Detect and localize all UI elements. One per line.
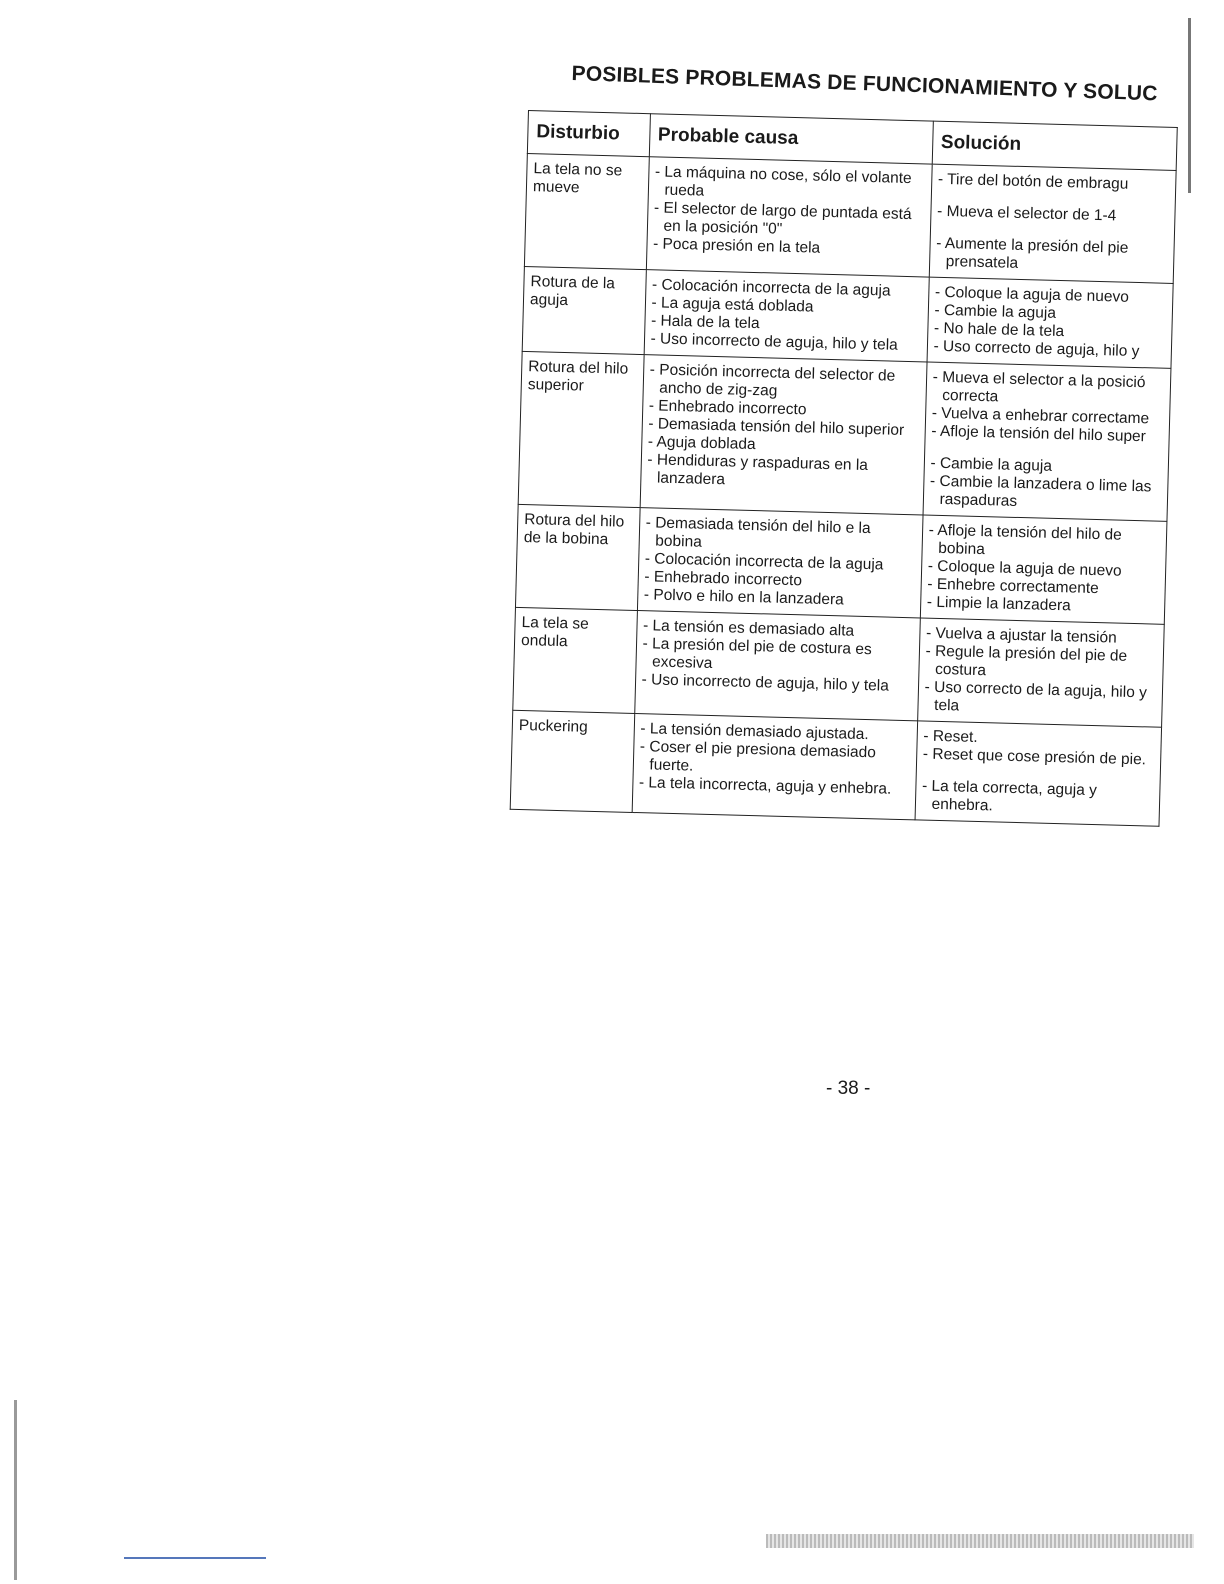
header-causa: Probable causa	[649, 114, 933, 164]
page-title: POSIBLES PROBLEMAS DE FUNCIONAMIENTO Y SOLUC	[571, 62, 1159, 106]
causa-item: - Enhebrado incorrecto	[648, 397, 807, 419]
header-disturbio: Disturbio	[527, 111, 650, 157]
solucion-item: - Vuelva a enhebrar correctame	[931, 404, 1150, 428]
causa-cell	[637, 508, 923, 618]
troubleshooting-table-wrapper	[510, 110, 1178, 827]
causa-item: - Uso incorrecto de aguja, hilo y tela	[650, 330, 899, 354]
solucion-item: - Cambie la lanzadera o lime las raspaduras	[929, 472, 1152, 510]
solucion-item: - Afloje la tensión del hilo super	[931, 422, 1147, 446]
causa-item: - Polvo e hilo en la lanzadera	[643, 586, 844, 609]
causa-item: - Coser el pie presiona demasiado fuerte.	[639, 738, 877, 775]
table-row	[518, 351, 1171, 521]
causa-item: - El selector de largo de puntada está en la posición "0"	[653, 199, 912, 238]
causa-item: - Enhebrado incorrecto	[644, 568, 803, 590]
solucion-item: - Coloque la aguja de nuevo	[934, 283, 1130, 306]
solucion-item: - Mueva el selector de 1-4	[936, 202, 1117, 225]
causa-item: - Hendiduras y raspaduras en la lanzadera	[647, 451, 869, 489]
footer-scan-band	[766, 1534, 1194, 1548]
disturbio-cell: La tela se ondula	[513, 607, 637, 713]
solucion-item: - Coloque la aguja de nuevo	[927, 557, 1122, 580]
causa-item: - La tensión es demasiado alta	[642, 617, 855, 640]
footer-rule-blue	[124, 1557, 266, 1559]
solucion-item: - Uso correcto de la aguja, hilo y tela	[924, 678, 1148, 715]
solucion-item: - Uso correcto de aguja, hilo y	[933, 337, 1140, 361]
solucion-cell	[920, 515, 1167, 624]
disturbio-cell: Puckering	[510, 710, 634, 812]
solucion-cell	[923, 362, 1171, 521]
causa-cell	[640, 355, 927, 515]
table-row	[513, 607, 1164, 727]
solucion-cell	[917, 618, 1164, 727]
causa-item: - Aguja doblada	[647, 433, 756, 454]
solucion-item: - Cambie la aguja	[934, 301, 1057, 322]
solucion-item: - Limpie la lanzadera	[926, 593, 1071, 615]
page-edge-shadow-left	[14, 1400, 17, 1580]
causa-cell	[632, 713, 918, 819]
causa-item: - La aguja está doblada	[651, 294, 814, 316]
causa-item: - La tela incorrecta, aguja y enhebra.	[638, 774, 892, 798]
solucion-item: - Afloje la tensión del hilo de bobina	[928, 521, 1122, 559]
causa-cell	[646, 157, 932, 277]
page-number: - 38 -	[826, 1078, 871, 1099]
causa-item: - Hala de la tela	[650, 312, 760, 333]
causa-cell	[644, 270, 929, 362]
solucion-item: - Enhebre correctamente	[927, 575, 1099, 598]
solucion-cell	[927, 277, 1174, 368]
disturbio-cell: Rotura de la aguja	[522, 266, 646, 354]
disturbio-cell: Rotura del hilo de la bobina	[515, 504, 639, 610]
solucion-item: - Regule la presión del pie de costura	[925, 642, 1128, 680]
solucion-item: - Tire del botón de embragu	[937, 170, 1129, 193]
table-row	[524, 153, 1176, 283]
solucion-item: - Reset.	[923, 727, 978, 746]
causa-item: - La máquina no cose, sólo el volante rueda	[654, 163, 912, 200]
table-row	[510, 710, 1161, 826]
solucion-item: - La tela correcta, aguja y enhebra.	[921, 777, 1098, 815]
causa-item: - Colocación incorrecta de la aguja	[644, 550, 884, 574]
disturbio-cell: La tela no se mueve	[524, 153, 648, 269]
solucion-cell	[929, 164, 1176, 283]
header-solucion: Solución	[932, 121, 1177, 170]
troubleshooting-table	[510, 110, 1178, 827]
solucion-item: - Cambie la aguja	[930, 454, 1053, 475]
solucion-item: - Aumente la presión del pie prensatela	[936, 234, 1129, 272]
page-edge-shadow-right	[1188, 18, 1191, 193]
causa-item: - Colocación incorrecta de la aguja	[651, 276, 891, 300]
disturbio-cell: Rotura del hilo superior	[518, 351, 643, 507]
causa-item: - La tensión demasiado ajustada.	[640, 720, 869, 744]
causa-item: - La presión del pie de costura es excesiva	[642, 635, 872, 673]
causa-item: - Posición incorrecta del selector de ancho de zig-zag	[649, 361, 896, 400]
causa-item: - Demasiada tensión del hilo superior	[648, 415, 905, 439]
causa-item: - Poca presión en la tela	[652, 235, 821, 257]
solucion-item: - Reset que cose presión de pie.	[922, 745, 1147, 769]
solucion-item: - Mueva el selector a la posició correcta	[932, 368, 1146, 406]
table-row	[515, 504, 1166, 624]
solucion-cell	[915, 721, 1162, 826]
causa-item: - Demasiada tensión del hilo e la bobina	[645, 514, 871, 551]
solucion-item: - No hale de la tela	[933, 319, 1065, 341]
causa-item: - Uso incorrecto de aguja, hilo y tela	[641, 671, 890, 695]
solucion-item: - Vuelva a ajustar la tensión	[925, 624, 1117, 647]
causa-cell	[634, 611, 920, 721]
